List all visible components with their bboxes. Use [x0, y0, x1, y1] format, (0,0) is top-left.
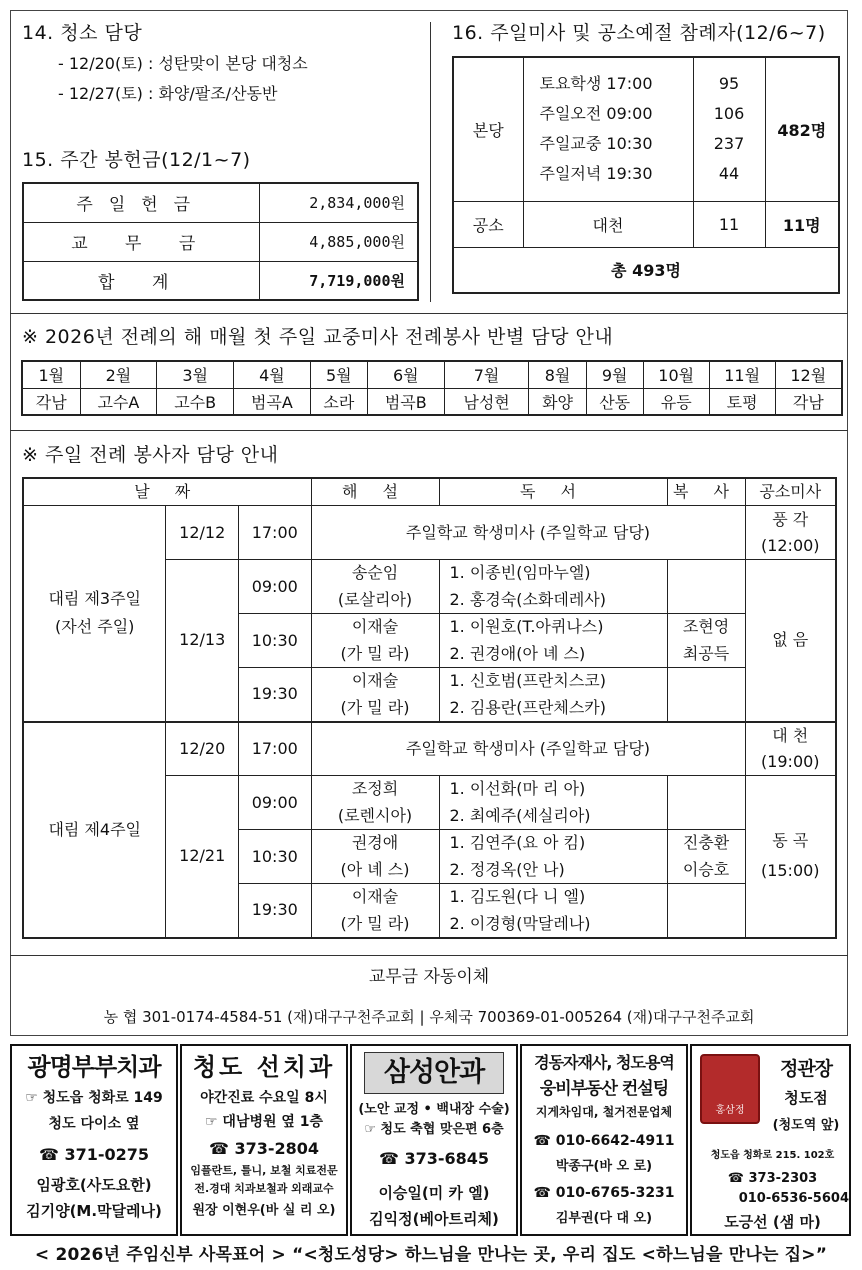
ad-name: 광명부부치과 — [27, 1053, 161, 1081]
altar-server: 최공득 — [667, 641, 745, 668]
mission-cell — [745, 776, 836, 938]
group-cell: 범곡B — [367, 388, 444, 415]
offering-label: 합 계 — [23, 261, 259, 300]
altar-cell — [667, 560, 745, 614]
reader: 1. 김연주(요 아 킴) — [439, 830, 667, 857]
student-mass: 주일학교 학생미사 (주일학교 담당) — [311, 722, 745, 776]
group-cell: 소라 — [310, 388, 367, 415]
transfer-title: 교무금 자동이체 — [368, 967, 490, 987]
reader: 2. 권경애(아 녜 스) — [439, 641, 667, 668]
ad-phone: ☎ 373-6845 — [378, 1149, 490, 1168]
ad-line: 야간진료 수요일 8시 — [200, 1090, 328, 1106]
time-cell: 17:00 — [238, 722, 311, 776]
altar-server: 이승호 — [667, 857, 745, 884]
mission-time: (19:00) — [760, 751, 820, 771]
ad-phone: ☎ 373-2804 — [208, 1139, 320, 1158]
reader: 2. 김용란(프란체스카) — [439, 695, 667, 722]
ad-line: ☞ 청도읍 청화로 149 — [25, 1090, 163, 1106]
cleaning-title: 14. 청소 담당 — [22, 22, 143, 44]
attendance-title: 16. 주일미사 및 공소예절 참례자(12/6~7) — [452, 22, 826, 44]
ad-line: 청도읍 청화로 215. 102호 — [710, 1150, 835, 1161]
time-cell: 10:30 — [238, 614, 311, 668]
ad-person: 김기양(M.막달레나) — [26, 1202, 162, 1220]
pastoral-motto: < 2026년 주임신부 사목표어 > “<청도성당> 하느님을 만나는 곳, 우리 집도 <하느님을 만나는 집>” — [34, 1245, 828, 1265]
cleaning-item: - 12/20(토) : 성탄맞이 본당 대청소 — [58, 54, 308, 73]
service-title: ※ 주일 전례 봉사자 담당 안내 — [22, 444, 279, 466]
reader: 2. 이경형(막달레나) — [439, 911, 667, 938]
ad-eye-clinic — [350, 1044, 518, 1236]
header-mission: 공소미사 — [745, 478, 836, 506]
mission-count: 11 — [693, 201, 765, 247]
group-cell: 범곡A — [234, 388, 311, 415]
ad-phone: ☎ 373-2303 — [727, 1171, 818, 1186]
ad-name-2: 청도점 — [784, 1089, 828, 1107]
mass-time: 토요학생 17:00 — [539, 74, 653, 94]
altar-server: 조현영 — [667, 614, 745, 641]
month-cell: 3월 — [157, 361, 234, 388]
ad-ginseng — [690, 1044, 851, 1236]
commentator: 권경애 — [311, 830, 439, 857]
group-cell: 각남 — [775, 388, 842, 415]
month-cell: 10월 — [643, 361, 709, 388]
ginseng-logo-icon — [700, 1054, 760, 1124]
mass-time: 주일오전 09:00 — [539, 104, 653, 124]
time-cell: 10:30 — [238, 830, 311, 884]
group-cell: 산동 — [586, 388, 643, 415]
ad-name: 삼성안과 — [364, 1052, 504, 1094]
mass-time: 주일교중 10:30 — [539, 134, 653, 154]
week-name: 대림 제3주일 — [48, 589, 142, 609]
cleaning-item: - 12/27(토) : 화양/팔조/산동반 — [58, 84, 278, 103]
offering-table — [22, 182, 419, 301]
reader: 2. 홍경숙(소화데레사) — [439, 587, 667, 614]
group-cell: 고수A — [80, 388, 157, 415]
time-cell: 09:00 — [238, 560, 311, 614]
ad-line: 임플란트, 틀니, 보철 치료전문 — [190, 1164, 338, 1177]
section-divider — [10, 430, 848, 431]
group-cell: 각남 — [22, 388, 80, 415]
header-altar: 복 사 — [667, 478, 745, 506]
attendance-table — [452, 56, 840, 294]
monthly-title: ※ 2026년 전례의 해 매월 첫 주일 교중미사 전례봉사 반별 담당 안내 — [22, 326, 614, 348]
month-cell: 8월 — [529, 361, 586, 388]
ad-phone: 010-6536-5604 — [738, 1191, 849, 1206]
mass-count: 237 — [713, 134, 745, 154]
header-date: 날 짜 — [23, 478, 311, 506]
time-cell: 19:30 — [238, 884, 311, 938]
ad-person: 이승일(미 카 엘) — [378, 1184, 490, 1202]
monthly-table — [21, 360, 843, 416]
mission-place: 동 곡 — [772, 831, 809, 851]
mass-count: 44 — [718, 164, 740, 184]
reader: 1. 신호범(프란치스코) — [439, 668, 667, 695]
altar-cell — [667, 776, 745, 830]
service-table — [22, 477, 837, 939]
ad-dental-1 — [10, 1044, 178, 1236]
ads-section — [10, 1044, 851, 1236]
cleaning-section — [22, 18, 308, 109]
date-cell: 12/12 — [166, 506, 239, 560]
main-church-label: 본당 — [453, 57, 523, 201]
header-commentary: 해 설 — [311, 478, 439, 506]
month-cell: 6월 — [367, 361, 444, 388]
offering-label: 교 무 금 — [23, 222, 259, 261]
week-label — [23, 506, 166, 722]
commentator-baptismal: (로렌시아) — [311, 803, 439, 830]
ad-line: (청도역 앞) — [772, 1118, 840, 1133]
mission-cell: 없 음 — [745, 560, 836, 722]
mission-time: (12:00) — [760, 535, 820, 555]
week-sub: (자선 주일) — [55, 617, 135, 637]
main-total: 482명 — [765, 57, 839, 201]
commentator: 송순임 — [311, 560, 439, 587]
ad-person: 김익정(베아트리체) — [369, 1210, 499, 1228]
mission-place: 풍 각 — [772, 509, 809, 529]
ad-phone: ☎ 010-6765-3231 — [533, 1185, 675, 1201]
mission-cell — [745, 722, 836, 776]
commentator: 이재술 — [311, 884, 439, 911]
reader: 1. 이선화(마 리 아) — [439, 776, 667, 803]
header-reading: 독 서 — [439, 478, 667, 506]
mass-counts — [693, 57, 765, 201]
altar-cell — [667, 884, 745, 938]
ad-line: ☞ 청도 축협 맞은편 6층 — [364, 1122, 504, 1137]
logo-text: 홍삼정 — [715, 1105, 745, 1116]
mass-count: 106 — [713, 104, 745, 124]
commentator-baptismal: (가 밀 라) — [311, 911, 439, 938]
reader: 1. 이원호(T.아퀴나스) — [439, 614, 667, 641]
ad-name: 정관장 — [779, 1058, 833, 1080]
ad-person: 김부권(다 대 오) — [555, 1211, 653, 1226]
offering-value: 4,885,000원 — [259, 222, 418, 261]
group-cell: 고수B — [157, 388, 234, 415]
reader: 1. 이종빈(임마누엘) — [439, 560, 667, 587]
group-cell: 화양 — [529, 388, 586, 415]
month-cell: 4월 — [234, 361, 311, 388]
ad-name: 경동자재사, 청도용역 — [534, 1053, 674, 1072]
time-cell: 17:00 — [238, 506, 311, 560]
mission-label: 공소 — [453, 201, 523, 247]
altar-server: 진충환 — [667, 830, 745, 857]
reader: 1. 김도원(다 니 엘) — [439, 884, 667, 911]
ad-person: 임광호(사도요한) — [36, 1176, 152, 1194]
month-cell: 11월 — [709, 361, 775, 388]
mass-count: 95 — [718, 74, 740, 94]
commentator: 조정희 — [311, 776, 439, 803]
ad-line: 청도 다이소 옆 — [48, 1116, 140, 1132]
ad-name-2: 웅비부동산 컨설팅 — [539, 1079, 669, 1099]
group-cell: 유등 — [643, 388, 709, 415]
month-cell: 5월 — [310, 361, 367, 388]
month-cell: 1월 — [22, 361, 80, 388]
month-cell: 9월 — [586, 361, 643, 388]
offering-value: 2,834,000원 — [259, 183, 418, 222]
mission-cell — [745, 506, 836, 560]
month-cell: 12월 — [775, 361, 842, 388]
ad-person: 박종구(바 오 로) — [555, 1159, 653, 1174]
ad-line: ☞ 대남병원 옆 1층 — [204, 1114, 324, 1130]
column-divider — [430, 22, 431, 302]
group-cell: 토평 — [709, 388, 775, 415]
mass-time: 주일저녁 19:30 — [539, 164, 653, 184]
ad-line: 전.경대 치과보철과 외래교수 — [194, 1182, 334, 1195]
mission-place: 대 천 — [772, 725, 809, 745]
ad-phone: ☎ 371-0275 — [38, 1145, 150, 1164]
ad-line: 지게차임대, 철거전문업체 — [535, 1105, 673, 1119]
student-mass: 주일학교 학생미사 (주일학교 담당) — [311, 506, 745, 560]
section-divider — [10, 955, 848, 956]
mass-times — [523, 57, 693, 201]
date-cell: 12/13 — [166, 560, 239, 722]
mission-name: 대천 — [523, 201, 693, 247]
commentator-baptismal: (가 밀 라) — [311, 641, 439, 668]
group-cell: 남성현 — [444, 388, 529, 415]
offering-title: 15. 주간 봉헌금(12/1~7) — [22, 149, 251, 171]
ad-line: (노안 교정 • 백내장 수술) — [358, 1102, 510, 1117]
week-label: 대림 제4주일 — [23, 722, 166, 938]
offering-label: 주일헌금 — [23, 183, 259, 222]
reader: 2. 최예주(세실리아) — [439, 803, 667, 830]
mission-total: 11명 — [765, 201, 839, 247]
ad-person: 원장 이현우(바 실 리 오) — [192, 1203, 336, 1218]
reader: 2. 정경옥(안 나) — [439, 857, 667, 884]
offering-total: 7,719,000원 — [259, 261, 418, 300]
time-cell: 19:30 — [238, 668, 311, 722]
commentator-baptismal: (로살리아) — [311, 587, 439, 614]
ad-person: 도긍선 (샘 마) — [724, 1213, 821, 1231]
altar-cell — [667, 668, 745, 722]
commentator: 이재술 — [311, 668, 439, 695]
ad-name: 청도 선치과 — [192, 1053, 336, 1081]
date-cell: 12/21 — [166, 776, 239, 938]
commentator-baptismal: (아 녜 스) — [311, 857, 439, 884]
date-cell: 12/20 — [166, 722, 239, 776]
month-cell: 2월 — [80, 361, 157, 388]
commentator: 이재술 — [311, 614, 439, 641]
ad-phone: ☎ 010-6642-4911 — [533, 1133, 675, 1149]
section-divider — [10, 313, 848, 314]
transfer-accounts: 농 협 301-0174-4584-51 (재)대구구천주교회 | 우체국 700369-01-005264 (재)대구구천주교회 — [103, 1008, 755, 1026]
time-cell: 09:00 — [238, 776, 311, 830]
grand-total: 총 493명 — [453, 247, 839, 293]
ad-realestate — [520, 1044, 688, 1236]
commentator-baptismal: (가 밀 라) — [311, 695, 439, 722]
ad-dental-2 — [180, 1044, 348, 1236]
month-cell: 7월 — [444, 361, 529, 388]
mission-time: (15:00) — [760, 861, 820, 881]
